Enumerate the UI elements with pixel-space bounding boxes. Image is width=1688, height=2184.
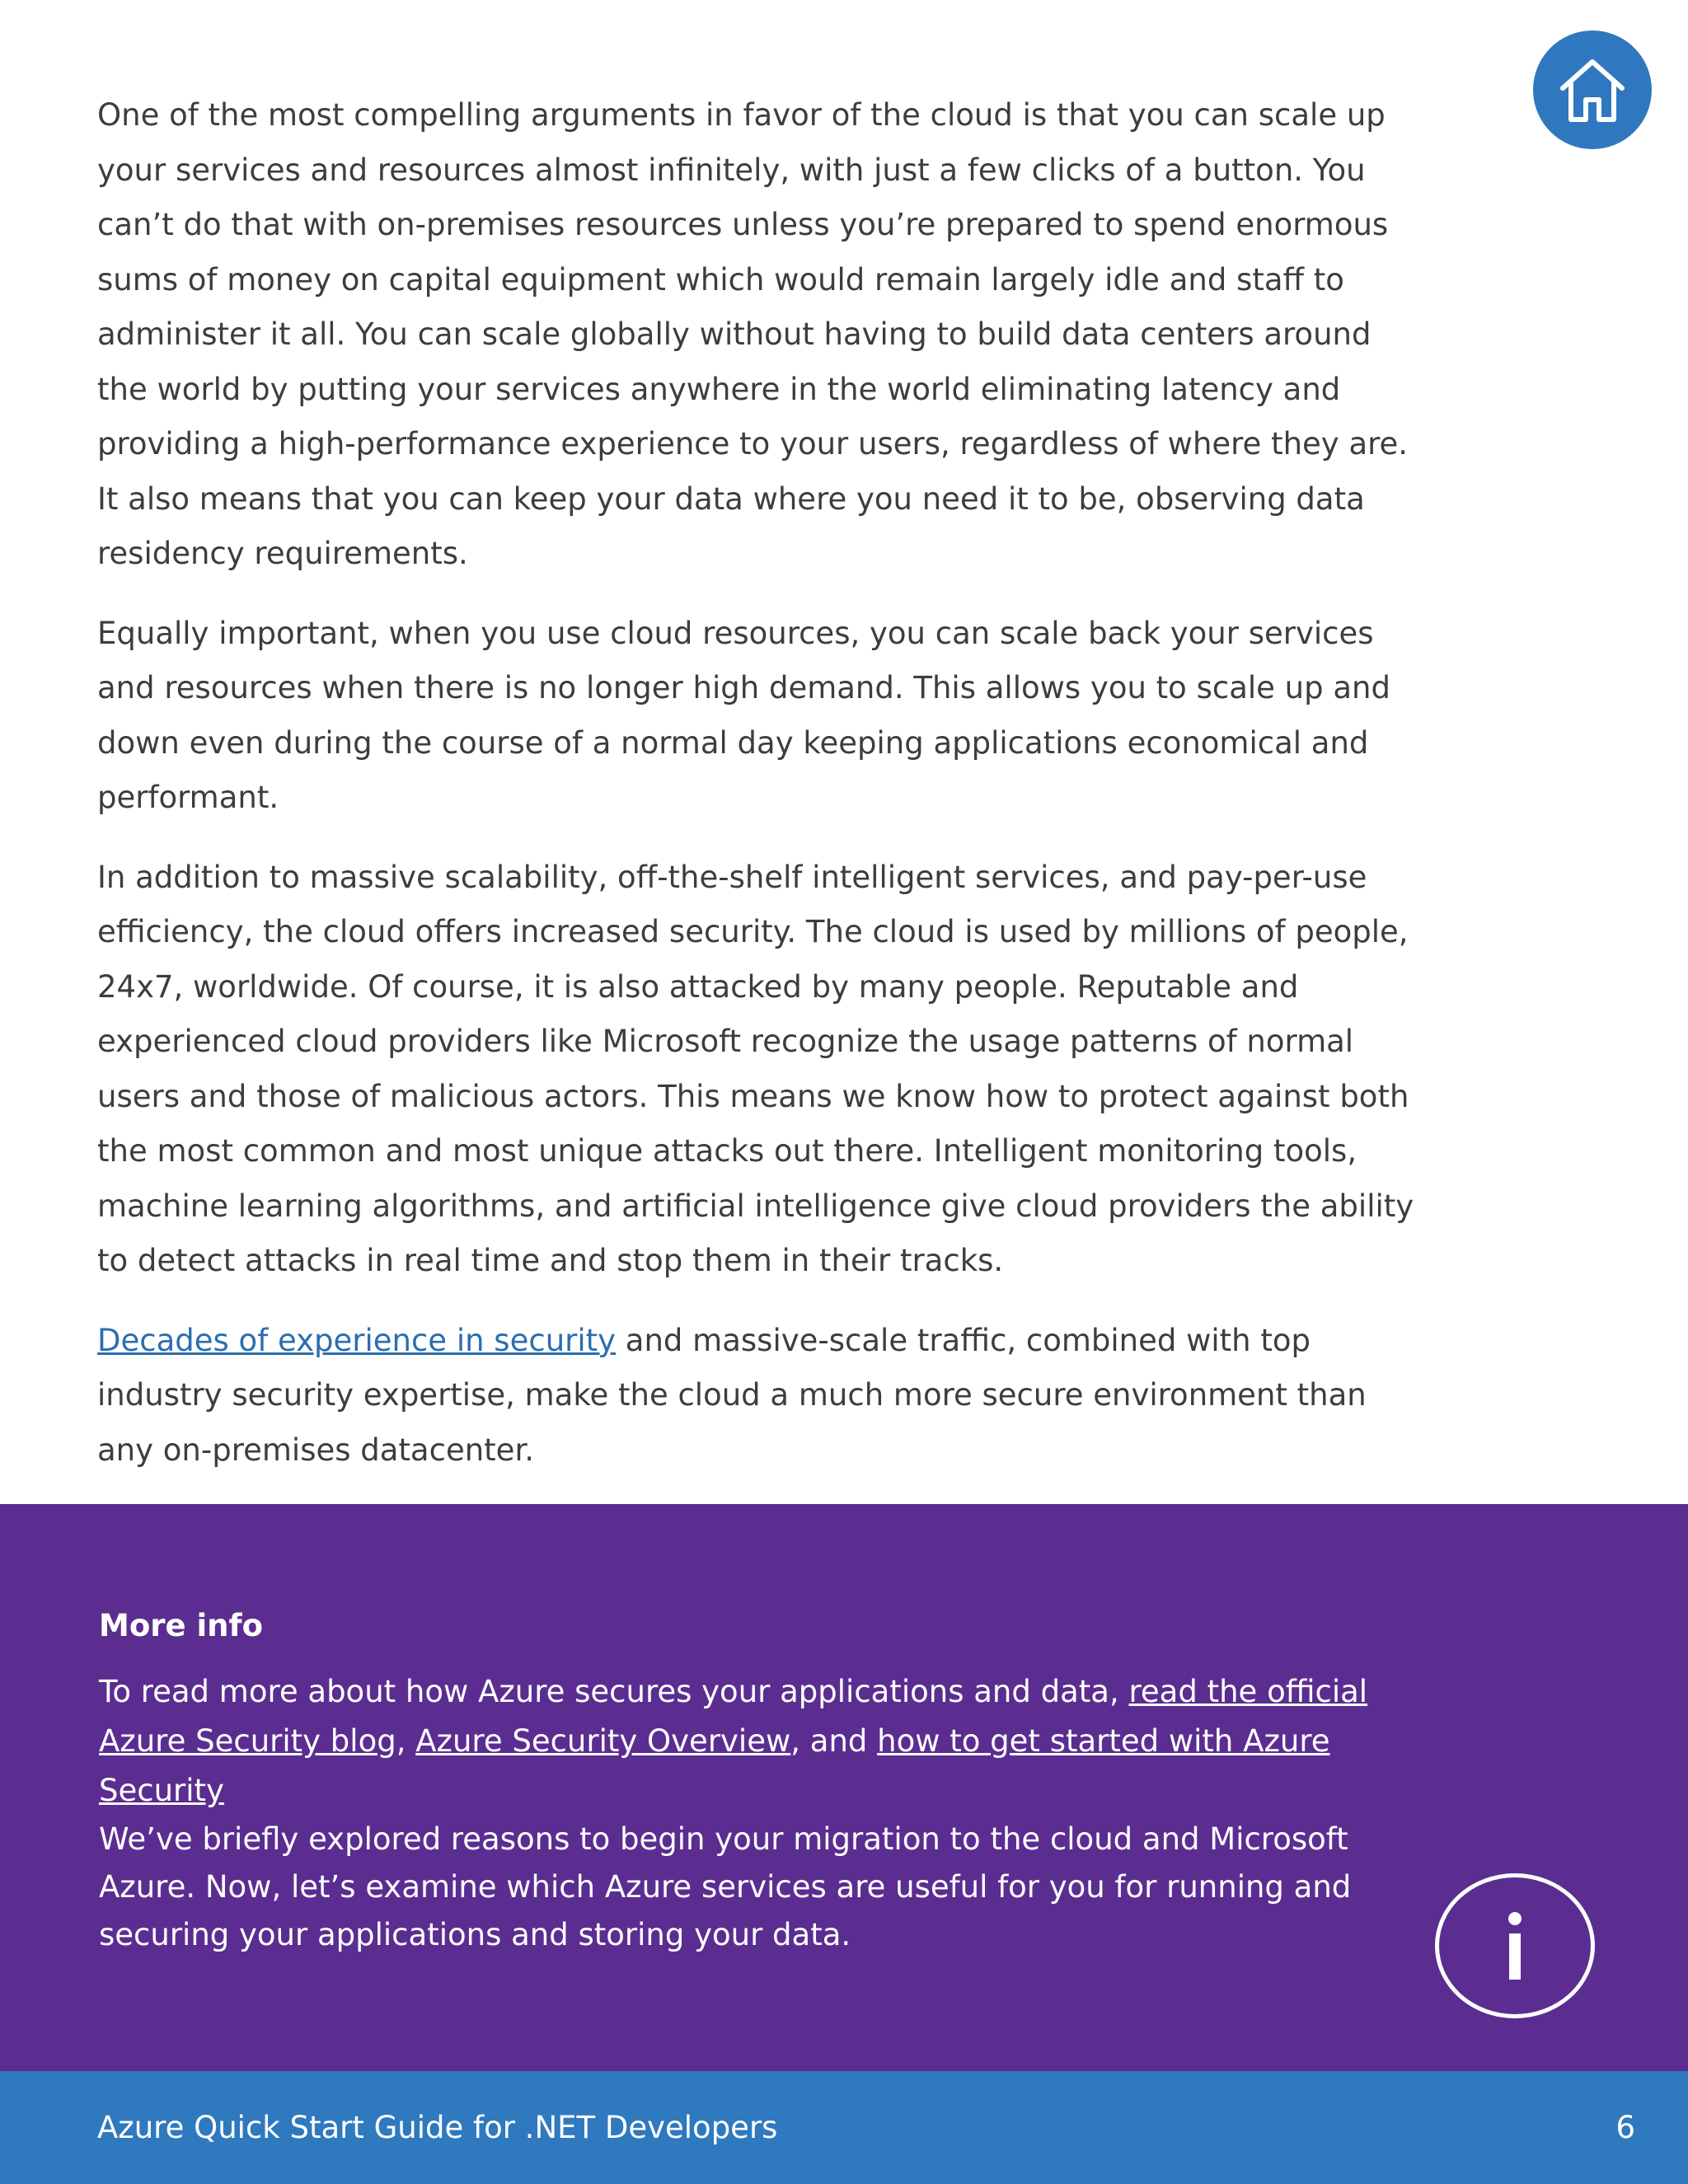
- paragraph-scale: One of the most compelling arguments in favor of the cloud is that you can scale up your services and resources almost infinitely, with just a few clicks of a button. You can’t do that with on-premises resources unless you’re prepared to spend enormous sums of money on capital equipment which would remain largely idle and staff to administer it all. You can scale globally without having to build data centers around the world by putting your services anywhere in the world eliminating latency and providing a high-performance experience to your users, regardless of where they are. It also means that you can keep your data where you need it to be, observing data residency requirements.: [97, 97, 1409, 571]
- more-info-links-text: [99, 1667, 1418, 1816]
- azure-security-overview-link[interactable]: Azure Security Overview: [415, 1723, 791, 1759]
- more-info-title: More info: [99, 1608, 264, 1643]
- azure-security-blog-link[interactable]: read the official Azure Security blog: [99, 1674, 1368, 1759]
- home-button[interactable]: [1533, 30, 1652, 149]
- more-info-closing: We’ve briefly explored reasons to begin your migration to the cloud and Microsoft Azure. Now, let’s examine which Azure services are useful for you for running and securing your applications and storing your data.: [99, 1821, 1352, 1952]
- home-icon: [1553, 50, 1632, 129]
- page-number: 6: [1615, 2110, 1635, 2145]
- info-icon: [1435, 1873, 1595, 2018]
- footer-title: Azure Quick Start Guide for .NET Developers: [97, 2110, 778, 2145]
- main-content: [97, 88, 1416, 1502]
- more-info-intro: To read more about how Azure secures your applications and data,: [99, 1674, 1129, 1709]
- paragraph-security: In addition to massive scalability, off-the-shelf intelligent services, and pay-per-use efficiency, the cloud offers increased security. The cloud is used by millions of people, 24x7, worldwide. Of course, it is also attacked by many people. Reputable and experienced cloud providers like Microsoft recognize the usage patterns of normal users and those of malicious actors. This means we know how to protect against both the most common and most unique attacks out there. Intelligent monitoring tools, machine learning algorithms, and artificial intelligence give cloud providers the ability to detect attacks in real time and stop them in their tracks.: [97, 859, 1414, 1278]
- more-info-panel: [0, 1504, 1688, 2071]
- more-info-separator: , and: [790, 1723, 878, 1759]
- paragraph-experience-text: and massive-scale traffic, combined with top industry security expertise, make the cloud a much more secure environment than any on-premises datacenter.: [97, 1322, 1367, 1468]
- paragraph-scale-back: Equally important, when you use cloud resources, you can scale back your services and resources when there is no longer high demand. This allows you to scale up and down even during the course of a normal day keeping applications economical and performant.: [97, 615, 1390, 815]
- more-info-separator: ,: [396, 1723, 416, 1759]
- azure-security-get-started-link[interactable]: how to get started with Azure Security: [99, 1723, 1330, 1808]
- page-footer: [0, 2071, 1688, 2184]
- security-experience-link[interactable]: Decades of experience in security: [97, 1322, 617, 1358]
- paragraph-experience: [97, 1314, 1416, 1479]
